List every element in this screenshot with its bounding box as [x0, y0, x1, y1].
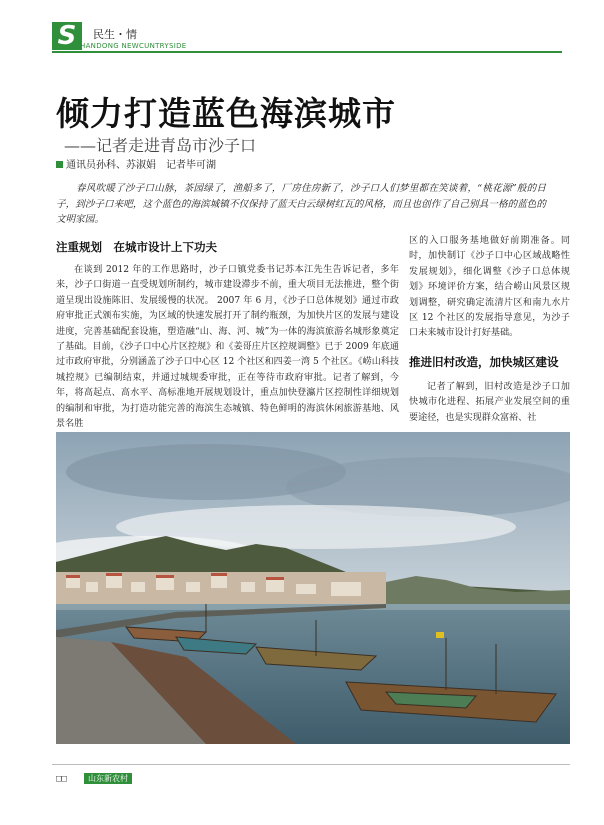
article-lead: 春风吹暖了沙子口山脉，茶园绿了，渔船多了，厂房住房新了，沙子口人们梦里都在笑谈着，“桃花源”般的日子，到沙子口来吧，这个蓝色的海滨城镇不仅保持了蓝天白云绿树红瓦的风格，而且也创作了自己别具一格的蓝色的文明家园。: [56, 183, 546, 225]
section-heading-renovation: 推进旧村改造，加快城区建设: [409, 354, 559, 369]
magazine-name: 山东新农村: [84, 773, 132, 784]
section-heading-planning: 注重规划 在城市设计上下功夫: [56, 240, 217, 254]
harbor-photo: [56, 432, 570, 744]
article-byline: 通讯员孙科、苏淑娟 记者毕可湖: [66, 160, 216, 171]
body-paragraph: 在谈到 2012 年的工作思路时，沙子口镇党委书记苏本江先生告诉记者，多年来，沙子口街道一直受规划所制约，城市建设滞步不前，重大项目无法推进，整个街道呈现出设施陈旧、发展缓慢的状况。 2007 年 6 月，《沙子口总体规划》通过市政府审批正式颁布实施，为区域的快速发展打开了制约瓶颈，为加快片区的发展与建设进度，完善基础配套设施，塑造融“山、海、河、城”为一体的海滨旅游名城形象奠定了基础。目前，《沙子口中心片区控规》和《姜哥庄片区控规调整》已于 2009 年底通过市政府审批，分别涵盖了沙子口中心区 12 个社区和四姜一湾 5 个社区。《崂山科技城控规》已编制结束，并通过城规委审批，正在等待市政府审批。记者了解到，今年，将高起点、高水平、高标准地开展规划设计，重点加快登瀛片区控制性详细规划的编制和审批，为打造功能完善的海滨生态城镇、特色鲜明的海滨休闲旅游基地、风景名胜: [56, 265, 399, 430]
article-subtitle: ——记者走进青岛市沙子口: [64, 136, 257, 155]
article-title: 倾力打造蓝色海滨城市: [56, 94, 396, 133]
page-number: □□: [56, 774, 67, 784]
header-divider: [52, 51, 562, 53]
body-column-right: [409, 234, 570, 426]
footer-divider: [52, 764, 570, 765]
body-paragraph: 记者了解到，旧村改造是沙子口加快城市化进程、拓展产业发展空间的重要途径，也是实现群众富裕、社: [409, 381, 570, 423]
column-logo-icon: S: [52, 22, 82, 50]
column-subtitle: HANDONG NEWCUNTRYSIDE: [80, 42, 187, 50]
body-paragraph-continued: 区的入口服务基地做好前期准备。同时，加快制订《沙子口中心区域战略性发展规划》，细化调整《沙子口总体规划》环境评价方案，结合崂山风景区规划调整，研究确定流清片区和南九水片区 12 个社区的发展指导意见，为沙子口未来城市设计打好基础。: [409, 236, 570, 339]
body-column-left: [56, 263, 399, 432]
column-name: 民生・情: [93, 28, 137, 41]
byline-marker-icon: [56, 161, 63, 168]
